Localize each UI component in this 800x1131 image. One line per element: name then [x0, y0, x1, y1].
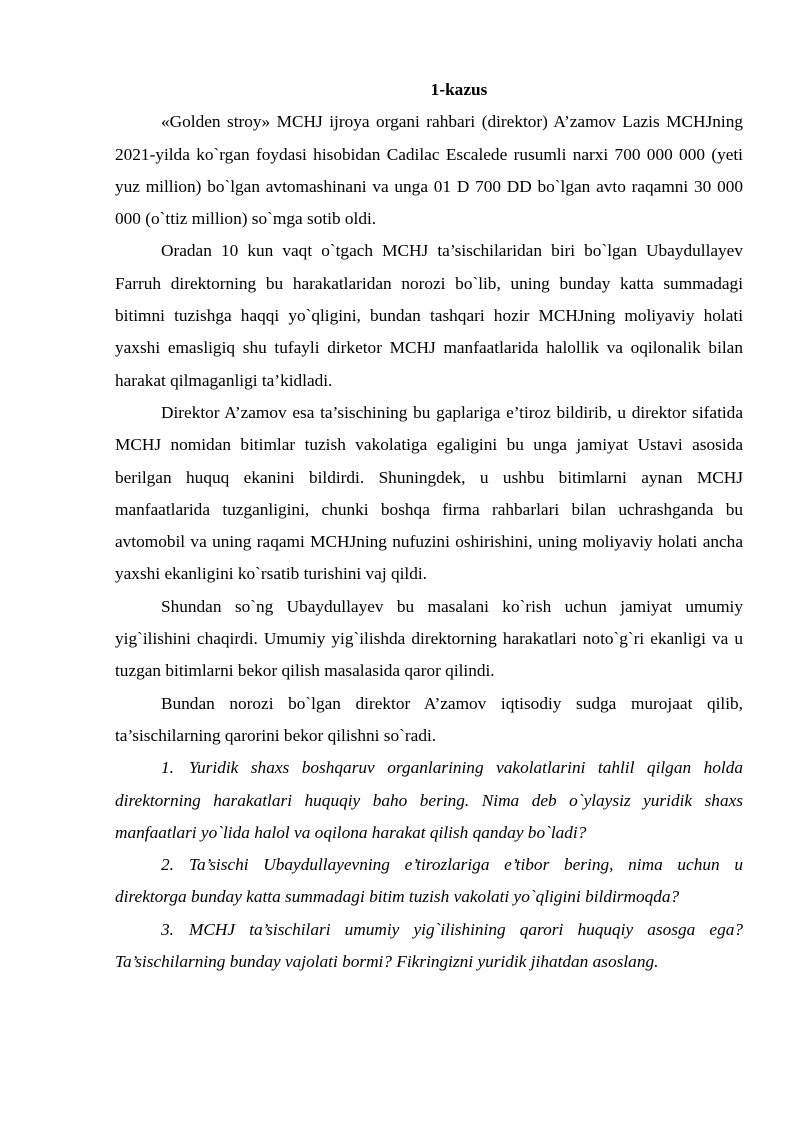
document-page	[115, 74, 743, 978]
question-item	[115, 849, 743, 914]
question-item	[115, 914, 743, 979]
case-paragraph: Direktor A’zamov esa ta’sischining bu gaplariga e’tiroz bildirib, u direktor sifatida MCHJ nomidan bitimlar tuzish vakolatiga egaligini bu unga jamiyat Ustavi asosida berilgan huquq ekanini bildirdi. Shuningdek, u ushbu bitimlarni aynan MCHJ manfaatlarida tuzganligini, chunki boshqa firma rahbarlari bilan uchrashganda bu avtomobil va uning raqami MCHJning nufuzini oshirishini, uning moliyaviy holati ancha yaxshi ekanligini ko`rsatib turishini vaj qildi.	[115, 402, 743, 584]
case-paragraph: Bundan norozi bo`lgan direktor A’zamov iqtisodiy sudga murojaat qilib, ta’sischilarning qarorini bekor qilishni so`radi.	[115, 693, 743, 745]
question-text: MCHJ ta’sischilari umumiy yig`ilishining qarori huquqiy asosga ega? Ta’sischilarning bunday vajolati bormi? Fikringizni yuridik jihatdan asoslang.	[115, 919, 743, 972]
case-paragraph: Shundan so`ng Ubaydullayev bu masalani ko`rish uchun jamiyat umumiy yig`ilishini chaqirdi. Umumiy yig`ilishda direktorning harakatlari noto`g`ri ekanligi va u tuzgan bitimlarni bekor qilish masalasida qaror qilindi.	[115, 596, 743, 681]
question-item	[115, 752, 743, 849]
question-number: 1.	[161, 758, 174, 778]
case-title: 1-kazus	[430, 80, 488, 99]
question-number: 3.	[161, 919, 174, 939]
question-text: Ta’sischi Ubaydullayevning e’tirozlariga e’tibor bering, nima uchun u direktorga bunday katta summadagi bitim tuzish vakolati yo`qligini bildirmoqda?	[115, 855, 743, 907]
case-paragraph: Oradan 10 kun vaqt o`tgach MCHJ ta’sischilaridan biri bo`lgan Ubaydullayev Farruh direktorning bu harakatlaridan norozi bo`lib, uning bunday katta summadagi bitimni tuzishga haqqi yo`qligini, bundan tashqari hozir MCHJning moliyaviy holati yaxshi emasligiq shu tufayli dirketor MCHJ manfaatlarida halollik va oqilonalik bilan harakat qilmaganligi ta’kidladi.	[115, 241, 743, 390]
question-number: 2.	[161, 855, 174, 875]
case-paragraph: «Golden stroy» MCHJ ijroya organi rahbari (direktor) A’zamov Lazis MCHJning 2021-yilda ko`rgan foydasi hisobidan Cadilac Escalede rusumli narxi 700 000 000 (yeti yuz million) bo`lgan avtomashinani va unga 01 D 700 DD bo`lgan avto raqamni 30 000 000 (o`ttiz million) so`mga sotib oldi.	[115, 112, 743, 229]
question-text: Yuridik shaxs boshqaruv organlarining vakolatlarini tahlil qilgan holda direktorning harakatlari huquqiy baho bering. Nima deb o`ylaysiz yuridik shaxs manfaatlari yo`lida halol va oqilona harakat qilish qanday bo`ladi?	[115, 758, 743, 842]
